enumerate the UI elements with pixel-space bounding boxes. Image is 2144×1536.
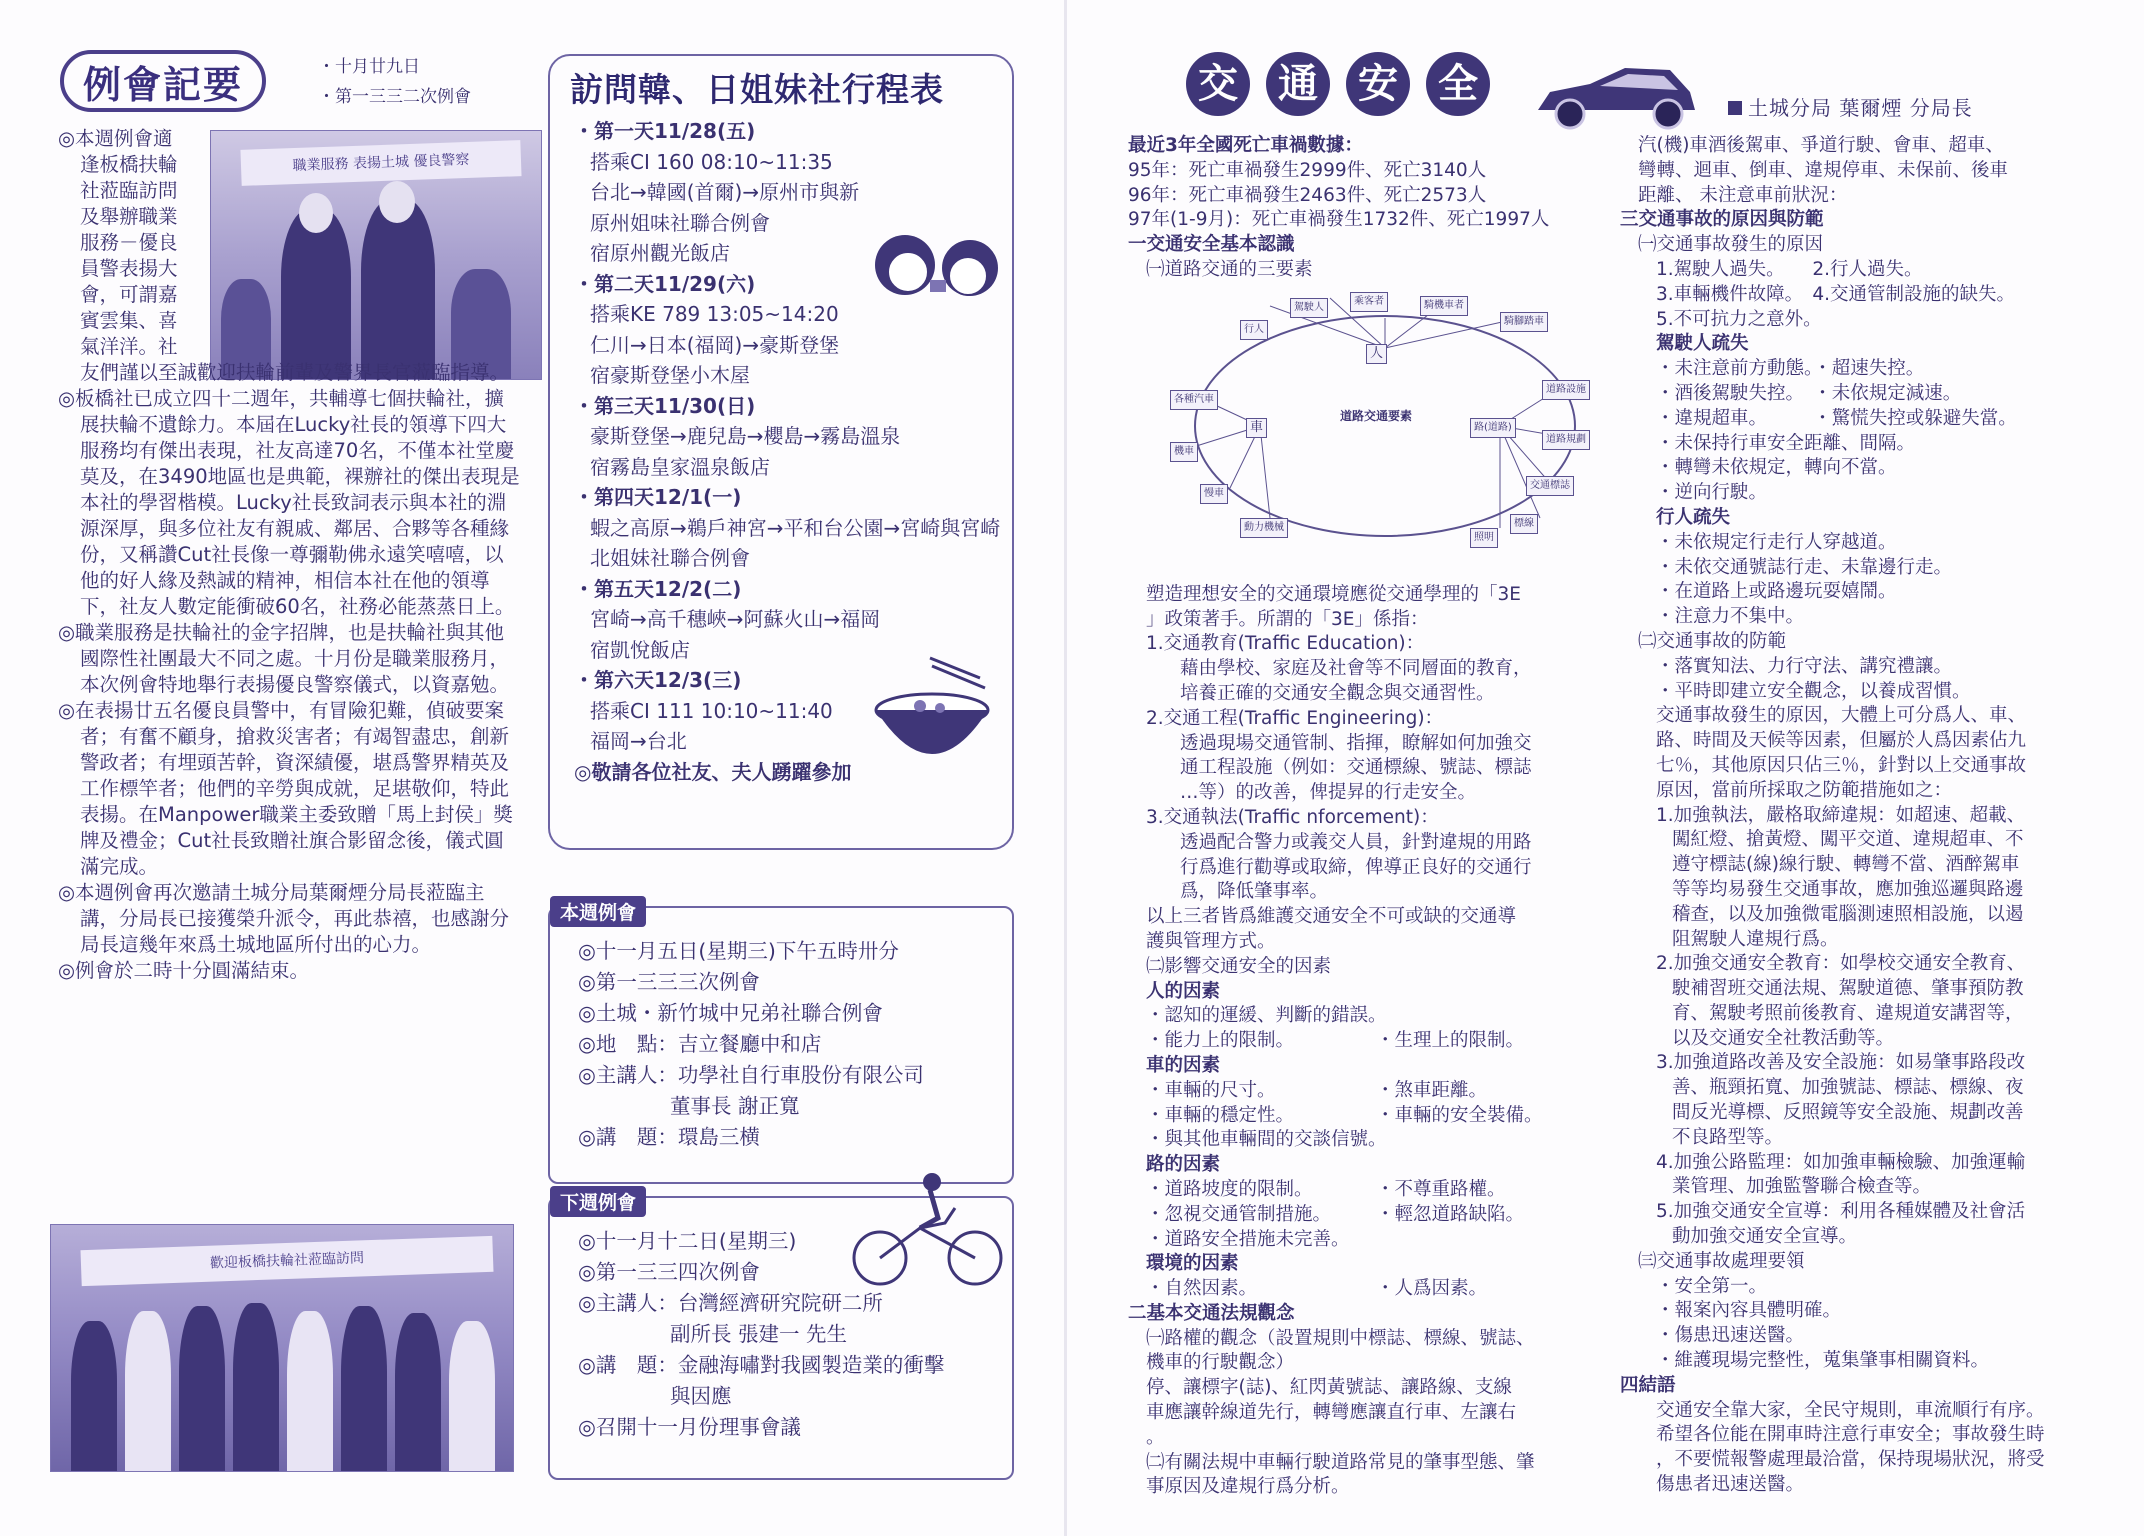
text-line: 停、讓標字(誌)、紅閃黃號誌、讓路線、支線: [1146, 1377, 1512, 1399]
photo-banner: 歡迎板橋扶輪社蒞臨訪問: [80, 1236, 493, 1286]
schedule-line: 宿原州觀光飯店: [590, 241, 730, 265]
text-line: ，不要慌報警處理最洽當，保持現場狀況，將受: [1656, 1449, 2045, 1471]
paragraph-intro-end: 友們謹以至誠歡迎扶輪前輩及警界長官蒞臨指導。: [80, 361, 510, 384]
text-line: 希望各位能在開車時注意行車安全；事故發生時: [1656, 1424, 2045, 1446]
schedule-day: ・第五天12/2(二): [574, 576, 742, 601]
diagram-node: 騎機車者: [1420, 296, 1468, 316]
text-line: 機車的行駛觀念）: [1146, 1352, 1295, 1374]
text-line: ・未保持行車安全距離、間隔。: [1656, 432, 1916, 454]
diagram-node: 標線: [1510, 514, 1538, 534]
text-line: ・道路安全措施未完善。: [1146, 1228, 1350, 1250]
paragraph-closing: ◎例會於二時十分圓滿結束。: [58, 959, 310, 982]
meeting-info-line: ◎主講人：台灣經濟研究院研二所: [578, 1291, 883, 1315]
paragraph-police-award: ◎在表揚廿五名優良員警中，有冒險犯難，偵破要案者；有奮不顧身，搶救災害者；有竭智盡忠，創新警政者；有埋頭苦幹，資深績優，堪爲警界精英及工作標竿者；他們的辛勞與成就，足堪敬仰，特此表揚。在Manpower職業主委致贈「馬上封侯」獎牌及禮金；Cut社長致贈社旗合影留念後，儀式圓滿完成。: [58, 699, 513, 878]
this-week-tag: 本週例會: [550, 896, 646, 927]
text-line: 汽(機)車酒後駕車、爭道行駛、會車、超車、: [1638, 135, 2004, 156]
text-line: 社蒞臨訪問: [80, 179, 178, 202]
text-line: 駕駛人疏失: [1656, 333, 1749, 355]
text-line: ・忽視交通管制措施。: [1146, 1203, 1332, 1225]
traffic-column-2: [1620, 134, 2092, 1498]
diagram-node: 照明: [1470, 528, 1498, 548]
text-line: ・酒後駕駛失控。 ・未依規定減速。: [1656, 382, 1962, 404]
text-line: 路的因素: [1146, 1154, 1221, 1176]
text-line: ・煞車距離。: [1376, 1079, 1488, 1101]
photo-banner: 職業服務 表揚土城 優良警察: [240, 140, 521, 186]
text-line: ㈠道路交通的三要素: [1146, 258, 1313, 280]
schedule-line: 宿凱悅飯店: [590, 637, 690, 662]
text-line: 育、駕駛考照前後教育、違規道安講習等，: [1672, 1002, 2024, 1024]
text-line: 遵守標誌(線)線行駛、轉彎不當、酒醉駕車: [1672, 854, 2020, 876]
text-line: ・人爲因素。: [1376, 1278, 1488, 1300]
section-title-meeting-notes: 例會記要: [60, 50, 266, 112]
text-line: 善、瓶頸拓寬、加強號誌、標誌、標線、夜: [1672, 1077, 2024, 1099]
text-line: 氣洋洋。社: [80, 335, 178, 358]
text-line: ・能力上的限制。: [1146, 1030, 1295, 1052]
text-line: 以上三者皆爲維護交通安全不可或缺的交通導: [1146, 906, 1517, 928]
text-line: ・維護現場完整性，蒐集肇事相關資料。: [1656, 1350, 1990, 1372]
meeting-notes-text: [58, 126, 520, 984]
text-line: ㈡影響交通安全的因素: [1146, 955, 1332, 977]
text-line: ・輕忽道路缺陷。: [1376, 1203, 1525, 1225]
this-week-body: [578, 936, 1000, 1153]
text-line: 員警表揚大: [80, 257, 178, 280]
text-line: 彎轉、迴車、倒車、違規停車、未保前、後車: [1638, 159, 2009, 181]
schedule-line: 豪斯登堡→鹿兒島→櫻島→霧島溫泉: [590, 424, 901, 448]
diagram-node: 各種汽車: [1170, 390, 1218, 410]
text-line: 96年：死亡車禍發生2463件、死亡2573人: [1128, 184, 1487, 206]
text-line: ・傷患迅速送醫。: [1656, 1325, 1805, 1347]
text-line: 3.交通執法(Traffic nforcement)：: [1146, 806, 1439, 828]
schedule-footer: ◎敬請各位社友、夫人踴躍參加: [574, 759, 852, 784]
text-line: 車應讓幹線道先行，轉彎應讓直行車、左讓右: [1146, 1402, 1517, 1424]
text-line: ・道路坡度的限制。: [1146, 1178, 1313, 1200]
text-line: 3.加強道路改善及安全設施：如易肇事路段改: [1656, 1052, 2026, 1074]
intro-narrow: [58, 126, 200, 360]
diagram-node: 動力機械: [1240, 518, 1288, 538]
text-line: 2.交通工程(Traffic Engineering)：: [1146, 707, 1444, 729]
text-line: ・不尊重路權。: [1376, 1178, 1506, 1200]
text-line: 1.交通教育(Traffic Education)：: [1146, 633, 1425, 655]
paragraph-banqiao: ◎板橋社已成立四十二週年，共輔導七個扶輪社，擴展扶輪不遺餘力。本屆在Lucky社長的領導下四大服務均有傑出表現，社友高達70名，不僅本社堂慶莫及，在3490地區也是典範，裸辦社的傑出表現是本社的學習楷模。Lucky社長致詞表示與本社的淵源深厚，與多位社友有親戚、鄰居、合夥等各種緣份，又稱讚Cut社長像一尊彌勒佛永遠笑嘻嘻，以他的好人緣及熱誠的精神，相信本社在他的領導下，社友人數定能衝破60名，社務必能蒸蒸日上。: [58, 387, 520, 618]
author-name: 土城分局 葉爾煙 分局長: [1748, 96, 1973, 120]
text-line: ・與其他車輛間的交談信號。: [1146, 1129, 1387, 1151]
text-line: 稽查，以及加強微電腦測速照相設施，以遏: [1672, 903, 2024, 925]
schedule-line: 搭乘KE 789 13:05~14:20: [590, 302, 839, 326]
diagram-node: 交通標誌: [1526, 476, 1574, 496]
text-line: 透過配合警力或義交人員，針對違規的用路: [1180, 831, 1532, 853]
diagram-node: 機車: [1170, 442, 1198, 462]
schedule-day: ・第四天12/1(一): [574, 485, 742, 509]
text-line: 1.加強執法，嚴格取締違規：如超速、超載、: [1656, 804, 2026, 826]
text-line: 服務－優良: [80, 231, 178, 254]
title-char: 通: [1266, 52, 1330, 116]
diagram-center-label: 道路交通要素: [1340, 409, 1413, 423]
schedule-day: ・第二天11/29(六): [574, 271, 756, 296]
schedule-line: 搭乘CI 160 08:10~11:35: [590, 149, 833, 174]
text-line: 。: [1146, 1426, 1165, 1448]
meeting-info-line: ◎土城・新竹城中兄弟社聯合例會: [578, 1001, 883, 1025]
text-line: ・認知的運緩、判斷的錯誤。: [1146, 1005, 1387, 1027]
text-line: 通工程設施（例如：交通標線、號誌、標誌: [1180, 757, 1532, 779]
text-line: 逢板橋扶輪: [80, 153, 178, 176]
text-line: ・車輛的安全裝備。: [1376, 1104, 1543, 1126]
text-line: 以及交通安全社教活動等。: [1672, 1027, 1895, 1049]
schedule-day: ・第一天11/28(五): [574, 119, 756, 143]
text-line: ・注意力不集中。: [1656, 606, 1805, 628]
text-line: 培養正確的交通安全觀念與交通習性。: [1180, 682, 1495, 704]
text-line: 七％，其他原因只佔三％，針對以上交通事故: [1656, 754, 2027, 776]
noodle-bowl-icon: [870, 648, 1000, 778]
meeting-info-line: 副所長 張建一 先生: [670, 1322, 848, 1346]
text-line: 」政策著手。所謂的「3E」係指：: [1146, 608, 1429, 630]
text-line: 原因，當前所採取之防範措施如之：: [1656, 779, 1953, 801]
meeting-info-line: ◎召開十一月份理事會議: [578, 1415, 801, 1439]
text-line: ・自然因素。: [1146, 1278, 1258, 1300]
text-line: ◎本週例會適: [58, 127, 173, 150]
title-char: 交: [1186, 52, 1250, 116]
meeting-info-line: ◎主講人：功學社自行車股份有限公司: [578, 1063, 924, 1087]
meeting-date: ・十月廿九日: [318, 57, 420, 77]
meeting-info-line: ◎十一月十二日(星期三): [578, 1229, 797, 1253]
title-char: 全: [1426, 52, 1490, 116]
text-line: 最近3年全國死亡車禍數據：: [1128, 135, 1363, 156]
text-line: 業管理、加強監警聯合檢查等。: [1672, 1176, 1932, 1198]
schedule-line: 搭乘CI 111 10:10~11:40: [590, 698, 833, 723]
diagram-node: 行人: [1240, 320, 1268, 340]
text-line: ㈠路權的觀念（設置規則中標誌、標線、號誌、: [1146, 1327, 1535, 1349]
text-line: 等等均易發生交通事故，應加強巡邏與路邊: [1672, 878, 2024, 900]
schedule-day: ・第三天11/30(日): [574, 393, 756, 418]
title-char: 安: [1346, 52, 1410, 116]
schedule-line: 福岡→台北: [590, 729, 687, 753]
diagram-node: 乘客者: [1350, 292, 1388, 312]
text-line: ・逆向行駛。: [1656, 482, 1768, 504]
text-line: 會，可謂嘉: [80, 283, 178, 306]
text-line: 5.加強交通安全宣導：利用各種媒體及社會活: [1656, 1201, 2026, 1223]
diagram-node: 人: [1366, 344, 1387, 364]
text-line: 路、時間及天候等因素，但屬於人爲因素佔九: [1656, 730, 2027, 752]
text-line: ㈡有關法規中車輛行駛道路常見的肇事型態、肇: [1146, 1451, 1535, 1473]
diagram-node: 道路規劃: [1542, 430, 1590, 450]
text-line: 4.加強公路監理：如加強車輛檢驗、加強運輸: [1656, 1151, 2026, 1173]
cyclist-icon: [850, 1168, 1010, 1288]
text-line: 間反光導標、反照鏡等安全設施、規劃改善: [1672, 1102, 2024, 1124]
text-line: 距離、 未注意車前狀況：: [1638, 184, 1848, 206]
text-line: 3.車輛機件故障。 4.交通管制設施的缺失。: [1656, 283, 2016, 305]
meeting-meta: [318, 52, 471, 112]
text-line: 四結語: [1620, 1374, 1676, 1396]
text-line: ・違規超車。 ・驚慌失控或躲避失當。: [1656, 407, 2017, 429]
schedule-line: 蝦之高原→鵜戶神宮→平和台公園→宮崎與宮崎北姐妹社聯合例會: [590, 515, 1001, 570]
text-line: ・平時即建立安全觀念，以養成習慣。: [1656, 680, 1971, 702]
text-line: ・落實知法、力行守法、講究禮讓。: [1656, 655, 1953, 677]
paragraph-vocational: ◎職業服務是扶輪社的金字招牌，也是扶輪社與其他國際性社團最大不同之處。十月份是職業服務月，本次例會特地舉行表揚優良警察儀式，以資嘉勉。: [58, 621, 510, 696]
schedule-day: ・第六天12/3(三): [574, 668, 742, 692]
text-line: ・車輛的穩定性。: [1146, 1104, 1295, 1126]
diagram-node: 騎腳踏車: [1500, 312, 1548, 332]
meeting-info-line: ◎地 點：吉立餐廳中和店: [578, 1032, 822, 1056]
text-line: 阻駕駛人違規行爲。: [1672, 928, 1839, 950]
text-line: 二基本交通法規觀念: [1128, 1302, 1295, 1324]
schedule-line: 台北→韓國(首爾)→原州市與新原州姐味社聯合例會: [590, 180, 860, 235]
meeting-info-line: 董事長 謝正寬: [670, 1094, 800, 1118]
meeting-info-line: ◎十一月五日(星期三)下午五時卅分: [578, 939, 899, 963]
text-line: ・報案內容具體明確。: [1656, 1300, 1842, 1322]
text-line: ・未依交通號誌行走、未靠邊行走。: [1656, 556, 1953, 578]
text-line: …等）的改善，俾提昇的行走安全。: [1180, 782, 1477, 804]
next-week-tag: 下週例會: [550, 1186, 646, 1217]
meeting-info-line: ◎講 題：金融海嘯對我國製造業的衝擊: [578, 1353, 945, 1377]
text-line: 人的因素: [1146, 980, 1221, 1002]
text-line: 透過現場交通管制、指揮，瞭解如何加強交: [1180, 732, 1532, 754]
meeting-info-line: ◎講 題：環島三横: [578, 1125, 760, 1149]
text-line: 賓雲集、喜: [80, 309, 178, 332]
text-line: 塑造理想安全的交通環境應從交通學理的「3E: [1146, 583, 1521, 605]
page-fold: [1064, 0, 1067, 1536]
schedule-line: 宮崎→高千穗峽→阿蘇火山→福岡: [590, 607, 881, 631]
text-line: 爲，降低肇事率。: [1180, 881, 1329, 903]
text-line: ・生理上的限制。: [1376, 1030, 1525, 1052]
text-line: ㈠交通事故發生的原因: [1638, 234, 1824, 256]
text-line: 交通事故發生的原因，大體上可分爲人、車、: [1656, 705, 2027, 727]
text-line: 5.不可抗力之意外。: [1656, 308, 1822, 330]
text-line: 行爲進行勸導或取締，俾導正良好的交通行: [1180, 856, 1532, 878]
text-line: 1.駕駛人過失。 2.行人過失。: [1656, 258, 1923, 280]
square-bullet-icon: [1728, 101, 1742, 115]
text-line: 護與管理方式。: [1146, 930, 1276, 952]
meeting-info-line: ◎第一三三三次例會: [578, 970, 760, 994]
diagram-node: 道路設施: [1542, 380, 1590, 400]
car-icon: [1530, 58, 1700, 138]
traffic-elements-diagram: [1170, 278, 1590, 554]
text-line: 車的因素: [1146, 1054, 1221, 1076]
text-line: ㈡交通事故的防範: [1638, 630, 1787, 652]
text-line: ・在道路上或路邊玩耍嬉鬧。: [1656, 581, 1897, 603]
text-line: ㈢交通事故處理要領: [1638, 1250, 1805, 1272]
this-week-meeting-box: [548, 902, 1014, 1184]
diagram-node: 車: [1246, 418, 1267, 438]
text-line: 交通安全靠大家，全民守規則，車流順行有序。: [1656, 1399, 2045, 1421]
text-line: 傷患者迅速送醫。: [1656, 1474, 1805, 1496]
schedule-line: 仁川→日本(福岡)→豪斯登堡: [590, 332, 840, 357]
meeting-info-line: ◎第一三三四次例會: [578, 1260, 760, 1284]
text-line: 藉由學校、家庭及社會等不同層面的教育，: [1180, 658, 1532, 680]
diagram-node: 路(道路): [1470, 418, 1516, 438]
text-line: 行人疏失: [1656, 506, 1731, 528]
meeting-number: ・第一三三二次例會: [318, 87, 471, 107]
schedule-title: 訪問韓、日姐妹社行程表: [570, 70, 944, 109]
diagram-node: 駕駛人: [1290, 298, 1328, 318]
text-line: 2.加強交通安全教育：如學校交通安全教育、: [1656, 953, 2026, 975]
girls-illustration-icon: [860, 220, 1010, 320]
text-line: ・車輛的尺寸。: [1146, 1079, 1276, 1101]
text-line: 闖紅燈、搶黃燈、闖平交道、違規超車、不: [1672, 829, 2024, 851]
text-line: 97年(1-9月)：死亡車禍發生1732件、死亡1997人: [1128, 209, 1550, 231]
text-line: 95年：死亡車禍發生2999件、死亡3140人: [1128, 159, 1487, 181]
diagram-node: 慢車: [1200, 484, 1228, 504]
text-line: 及舉辦職業: [80, 205, 178, 228]
schedule-line: 宿豪斯登堡小木屋: [590, 363, 750, 387]
text-line: ・未依規定行走行人穿越道。: [1656, 531, 1897, 553]
text-line: 駛補習班交通法規、駕駛道德、肇事預防教: [1672, 978, 2024, 1000]
text-line: 三交通事故的原因與防範: [1620, 209, 1824, 231]
text-line: 環境的因素: [1146, 1253, 1239, 1275]
text-line: 事原因及違規行爲分析。: [1146, 1476, 1350, 1498]
text-line: ・未注意前方動態。・超速失控。: [1656, 358, 1925, 380]
traffic-safety-title: [1186, 52, 1506, 116]
meeting-info-line: 與因應: [670, 1384, 732, 1408]
schedule-line: 宿霧島皇家溫泉飯店: [590, 454, 770, 479]
text-line: 不良路型等。: [1672, 1126, 1784, 1148]
author-line: [1728, 92, 1973, 121]
photo-group: [50, 1224, 514, 1472]
text-line: 動加強交通安全宣導。: [1672, 1226, 1858, 1248]
text-line: ・轉彎未依規定，轉向不當。: [1656, 457, 1897, 479]
text-line: ・安全第一。: [1656, 1275, 1768, 1297]
paragraph-speaker: ◎本週例會再次邀請土城分局葉爾煙分局長蒞臨主講，分局長已接獲榮升派令，再此恭禧，也感謝分局長這幾年來爲土城地區所付出的心力。: [58, 881, 510, 956]
text-line: 一交通安全基本認識: [1128, 234, 1295, 256]
